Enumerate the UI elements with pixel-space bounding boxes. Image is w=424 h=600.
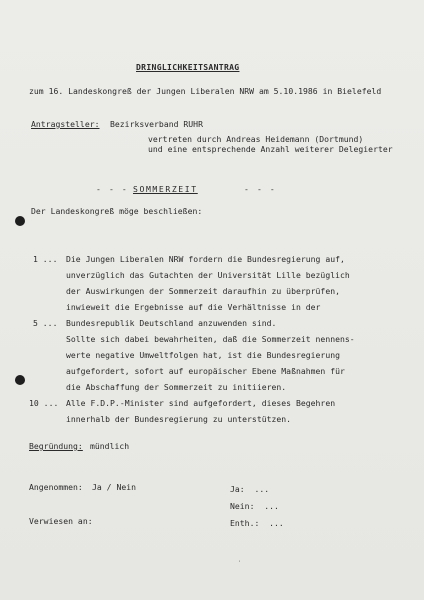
body-line: die Abschaffung der Sommerzeit zu initiieren. xyxy=(66,382,287,392)
accepted-label: Angenommen: xyxy=(29,482,83,492)
body-line: der Auswirkungen der Sommerzeit daraufhin zu überprüfen, xyxy=(66,286,340,296)
applicant-line-1: vertreten durch Andreas Heidemann (Dortmund) xyxy=(148,134,364,144)
line-number: 10 ... xyxy=(29,398,59,408)
body-line: Sollte sich dabei bewahrheiten, daß die Sommerzeit nennens- xyxy=(66,334,355,344)
punch-hole-bottom xyxy=(15,375,25,385)
referred-label: Verwiesen an: xyxy=(29,516,93,526)
section-dashes-right: - - - xyxy=(244,184,277,194)
body-line: Die Jungen Liberalen NRW fordern die Bundesregierung auf, xyxy=(66,254,345,264)
intro-text: Der Landeskongreß möge beschließen: xyxy=(31,206,203,216)
body-line: Alle F.D.P.-Minister sind aufgefordert, dieses Begehren xyxy=(66,398,336,408)
section-title: SOMMERZEIT xyxy=(133,184,198,194)
section-dashes-left: - - - xyxy=(96,184,129,194)
body-line: Bundesrepublik Deutschland anzuwenden sind. xyxy=(66,318,277,328)
body-line: inwieweit die Ergebnisse auf die Verhältnisse in der xyxy=(66,302,321,312)
body-line: innerhalb der Bundesregierung zu unterstützen. xyxy=(66,414,292,424)
reason-value: mündlich xyxy=(90,441,130,451)
vote-nein: Nein: ... xyxy=(230,501,279,511)
body-line: aufgefordert, sofort auf europäischer Ebene Maßnahmen für xyxy=(66,366,345,376)
vote-enth: Enth.: ... xyxy=(230,518,284,528)
body-line: werte negative Umweltfolgen hat, ist die Bundesregierung xyxy=(66,350,340,360)
applicant-label: Antragsteller: xyxy=(31,119,100,129)
vote-ja: Ja: ... xyxy=(230,484,270,494)
body-line: unverzüglich das Gutachten der Universität Lille bezüglich xyxy=(66,270,350,280)
document-subtitle: zum 16. Landeskongreß der Jungen Liberalen NRW am 5.10.1986 in Bielefeld xyxy=(29,86,382,96)
page-mark: ˌ xyxy=(238,556,242,563)
line-number: 1 ... xyxy=(33,254,58,264)
punch-hole-top xyxy=(15,216,25,226)
applicant-name: Bezirksverband RUHR xyxy=(110,119,203,129)
reason-label: Begründung: xyxy=(29,441,83,451)
line-number: 5 ... xyxy=(33,318,58,328)
document-heading: DRINGLICHKEITSANTRAG xyxy=(136,62,240,72)
accepted-value: Ja / Nein xyxy=(92,482,137,492)
applicant-line-2: und eine entsprechende Anzahl weiterer Delegierter xyxy=(148,144,393,154)
